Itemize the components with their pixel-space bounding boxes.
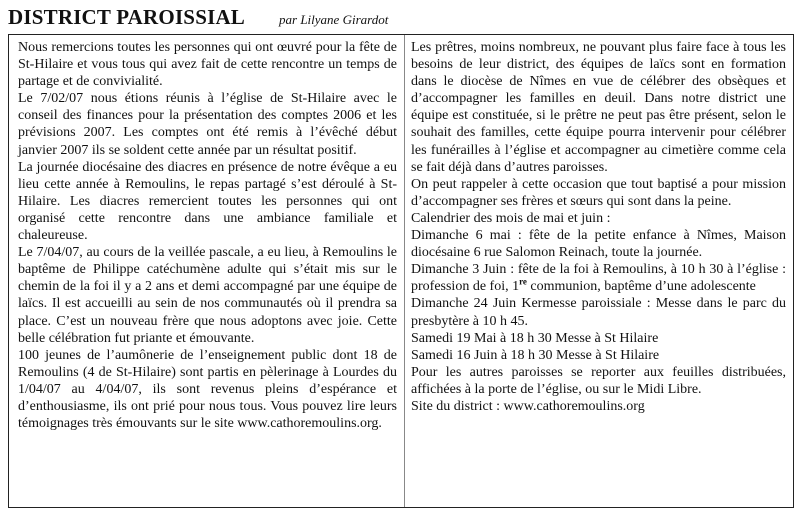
june3-text-end: communion, baptême d’une adolescente (526, 279, 756, 295)
article-title: DISTRICT PAROISSIAL (8, 5, 246, 29)
calendar-item-may-19: Samedi 19 Mai à 18 h 30 Messe à St Hilaire (411, 330, 659, 346)
article-byline: par Lilyane Girardot (279, 12, 389, 27)
june3-text: Dimanche 3 Juin : fête de la foi à Remoulins, à 10 h 30 à l’église : profession de foi, 1 (411, 262, 786, 295)
right-column (411, 39, 786, 415)
article-header (8, 5, 388, 31)
column-divider (404, 35, 405, 507)
calendar-item-june-24: Dimanche 24 Juin Kermesse paroissiale : Messe dans le parc du presbytère à 10 h 45. (411, 296, 786, 329)
calendar-item-june-3 (411, 261, 786, 295)
paragraph-mission: On peut rappeler à cette occasion que tout baptisé a pour mission d’accompagner ses frères et sœurs qui sont dans la peine. (411, 176, 786, 209)
calendar-heading: Calendrier des mois de mai et juin : (411, 210, 611, 226)
left-column (18, 39, 397, 432)
article-frame (8, 34, 794, 508)
calendar-item-may-6: Dimanche 6 mai : fête de la petite enfance à Nîmes, Maison diocésaine 6 rue Salomon Reinach, toute la journée. (411, 228, 786, 261)
district-site-line: Site du district : www.cathoremoulins.org (411, 398, 645, 414)
paragraph-thanks: Nous remercions toutes les personnes qui ont œuvré pour la fête de St-Hilaire et vous tous qui avez fait de cette rencontre un temps de partage et de convivialité. (18, 40, 397, 90)
paragraph-lourdes: 100 jeunes de l’aumônerie de l’enseignement public dont 18 de Remoulins (4 de St-Hilaire) sont partis en pèlerinage à Lourdes du 1/04/07 au 4/04/07, ils sont revenus pleins d’espérance et d’enthousiasme, ils ont prié pour nous tous. Vous pouvez lire leurs témoignages très émouvants sur le site www.cathoremoulins.org. (18, 347, 397, 432)
paragraph-easter-baptism: Le 7/04/07, au cours de la veillée pascale, a eu lieu, à Remoulins le baptême de Philippe catéchumène adulte qui s’était mis sur le chemin de la foi il y a 2 ans et demi accompagné par une équipe de laïcs. Il est accueilli au sein de nos communautés où il prendra sa place. C’est un nouveau frère que nous adoptons avec joie. Cette belle célébration fut priante et émouvante. (18, 245, 397, 346)
calendar-item-june-16: Samedi 16 Juin à 18 h 30 Messe à St Hilaire (411, 347, 660, 363)
paragraph-deacons: La journée diocésaine des diacres en présence de notre évêque a eu lieu cette année à Remoulins, le repas partagé s’est déroulé à St-Hilaire. Les diacres remercient toutes les personnes qui ont organisé cette rencontre dans une ambiance familiale et chaleureuse. (18, 159, 397, 244)
paragraph-finances: Le 7/02/07 nous étions réunis à l’église de St-Hilaire avec le conseil des finances pour la présentation des comptes 2006 et les prévisions 2007. Les comptes ont été remis à l’évêché début janvier 2007 ils se soldent cette année par un résultat positif. (18, 91, 397, 158)
june3-superscript: re (519, 276, 527, 287)
paragraph-other-parishes: Pour les autres paroisses se reporter aux feuilles distribuées, affichées à la porte de l’église, ou sur le Midi Libre. (411, 364, 786, 397)
paragraph-funerals: Les prêtres, moins nombreux, ne pouvant plus faire face à tous les besoins de leur district, des équipes de laïcs sont en formation dans le diocèse de Nîmes en vue de célébrer des obsèques et d’accompagner les familles en deuil. Dans notre district une équipe est constituée, si le prêtre ne peut pas être présent, selon le souhait des familles, cette équipe pourra intervenir pour célébrer les funérailles à l’église et accompagner au cimetière comme cela se fait déjà dans d’autres paroisses. (411, 40, 786, 175)
